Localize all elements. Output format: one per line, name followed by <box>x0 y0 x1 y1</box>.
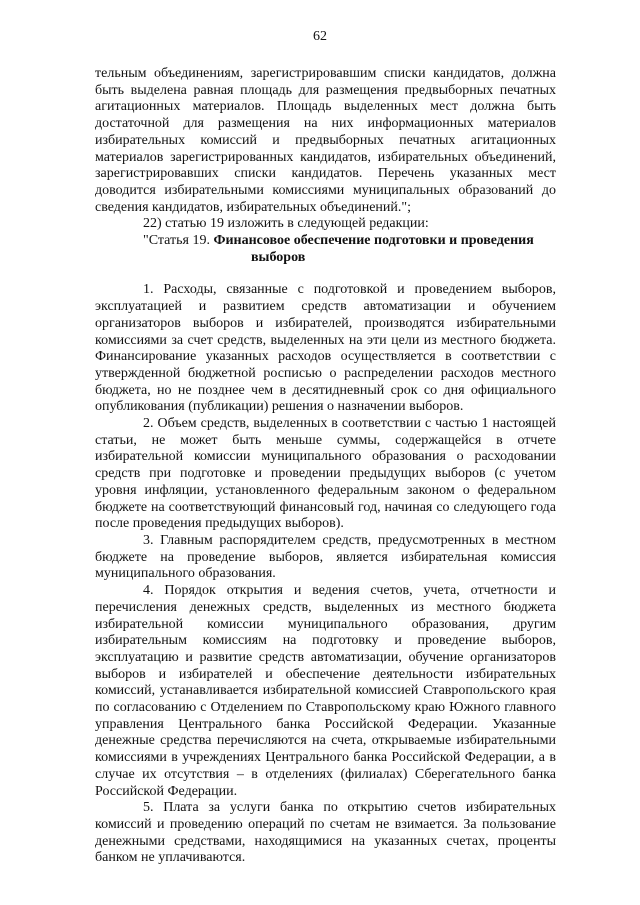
article-prefix: "Статья 19. <box>143 233 210 249</box>
article-paragraph-1: 1. Расходы, связанные с подготовкой и проведением выборов, эксплуатацией и развитием средств автоматизации и обучением организаторов выборов и избирателей, производятся избирательными комиссиями за счет средств, выделенных на эти цели из местного бюджета. Финансирование указанных расходов осуществляется в соответствии с утвержденной бюджетной росписью о распределении расходов местного бюджета, но не позднее чем в десятидневный срок со дня официального опубликования (публикации) решения о назначении выборов. <box>95 282 556 415</box>
article-paragraph-5: 5. Плата за услуги банка по открытию счетов избирательных комиссий и проведению операций по счетам не взимается. За пользование денежными средствами, находящимися на указанных счетах, проценты банком не уплачиваются. <box>95 800 556 866</box>
intro-paragraph: тельным объединениям, зарегистрировавшим списки кандидатов, должна быть выделена равная площадь для размещения предвыборных печатных агитационных материалов. Площадь выделенных мест должна быть достаточной для размещения на них информационных материалов избирательных комиссий и предвыборных печатных агитационных материалов зарегистрированных кандидатов, избирательных объединений, зарегистрировавших списки кандидатов. Перечень указанных мест доводится избирательными комиссиями муниципальных образований до сведения кандидатов, избирательных объединений."; <box>95 66 556 215</box>
article-paragraph-2: 2. Объем средств, выделенных в соответствии с частью 1 настоящей статьи, не может быть меньше суммы, содержащейся в отчете избирательной комиссии муниципального образования о расходовании средств при подготовке и проведении предыдущих выборов (с учетом уровня инфляции, установленного федеральным законом о федеральном бюджете на соответствующий финансовый год, начиная со следующего года после проведения предыдущих выборов). <box>95 416 556 532</box>
article-paragraph-4: 4. Порядок открытия и ведения счетов, учета, отчетности и перечисления денежных средств, выделенных из местного бюджета избирательной комиссии муниципального образования, другим избирательным комиссиям на подготовку и проведение выборов, эксплуатацию и развитие средств автоматизации, обучение организаторов выборов и избирателей и обеспечение деятельности избирательных комиссий, устанавливается избирательной комиссией Ставропольского края по согласованию с Отделением по Ставропольскому краю Южного главного управления Центрального банка Российской Федерации. Указанные денежные средства перечисляются на счета, открываемые избирательными комиссиями в учреждениях Центрального банка Российской Федерации, а в случае их отсутствия – в отделениях (филиалах) Сберегательного банка Российской Федерации. <box>95 583 556 799</box>
page-number: 62 <box>313 29 327 44</box>
amendment-line: 22) статью 19 изложить в следующей редакции: <box>143 216 429 232</box>
article-title-line-2: выборов <box>251 249 306 265</box>
article-title-line-1: Финансовое обеспечение подготовки и проведения <box>213 233 534 249</box>
article-paragraph-3: 3. Главным распорядителем средств, предусмотренных в местном бюджете на проведение выборов, является избирательная комиссия муниципального образования. <box>95 532 556 582</box>
document-body <box>95 66 556 867</box>
article-heading <box>95 233 556 266</box>
